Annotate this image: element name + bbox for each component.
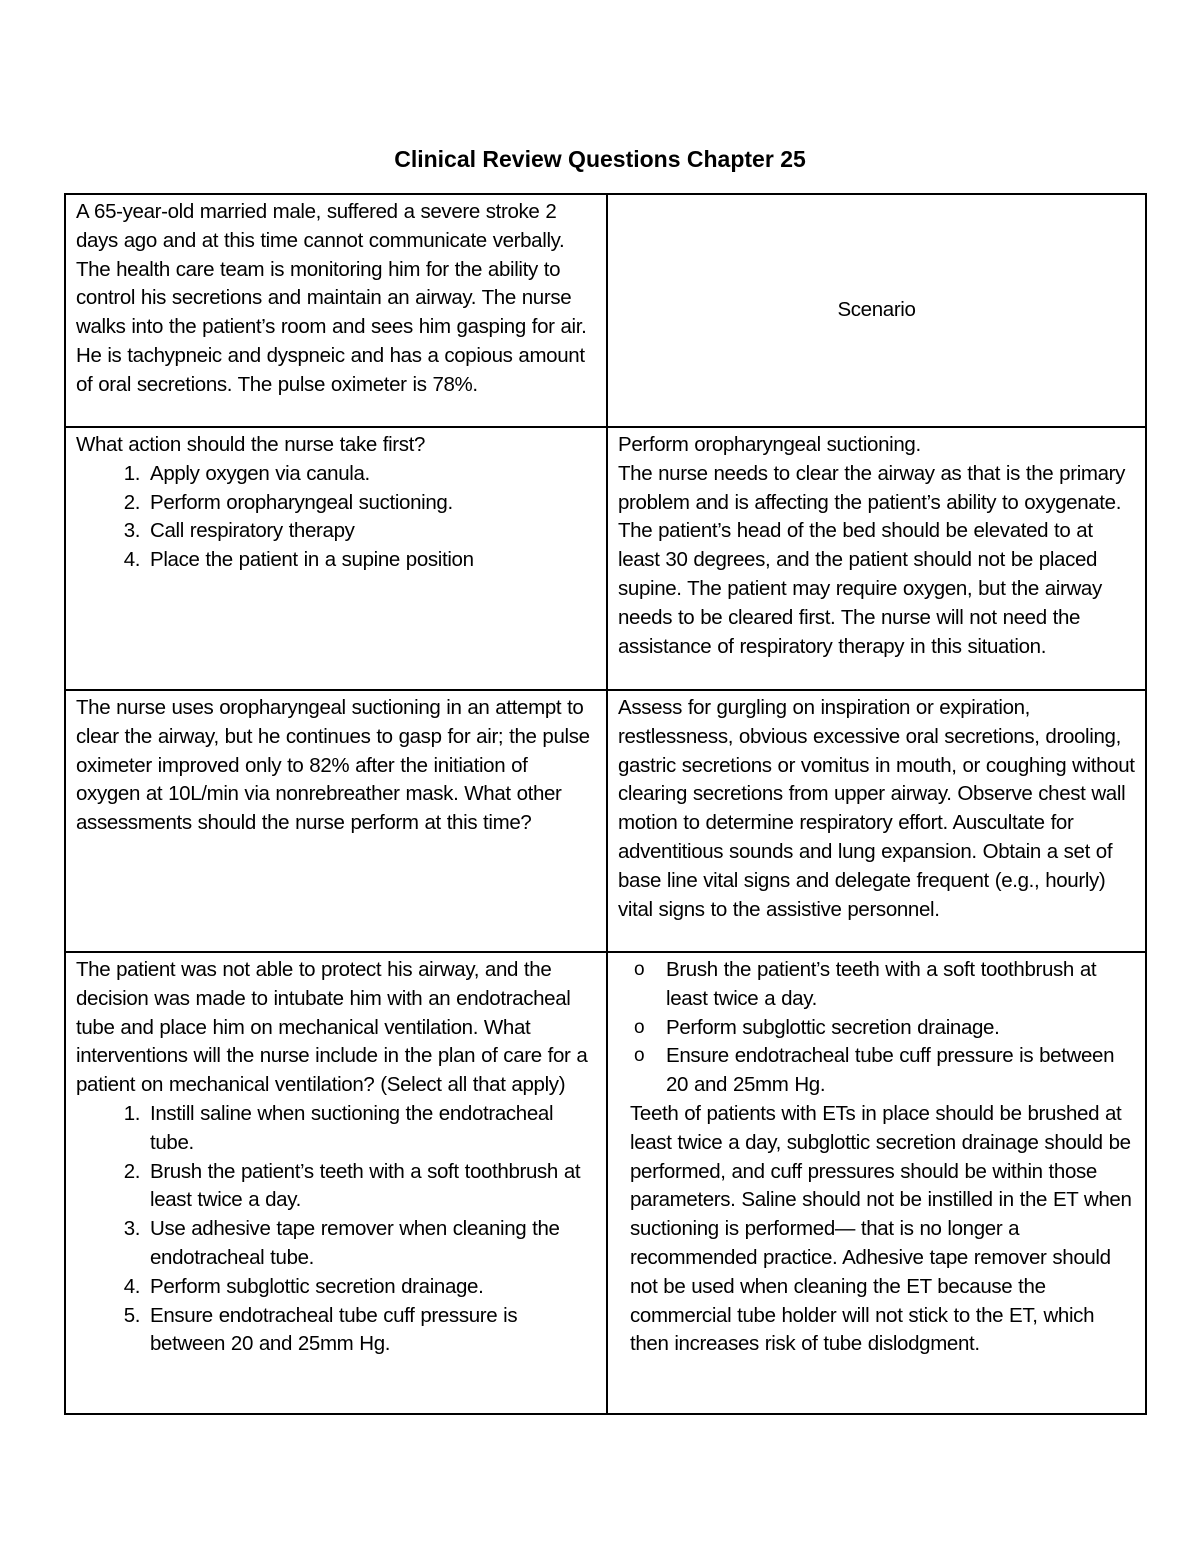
answer-option: 4. Place the patient in a supine position <box>146 546 596 575</box>
page-title: Clinical Review Questions Chapter 25 <box>394 146 806 172</box>
scenario-description-text: A 65-year-old married male, suffered a severe stroke 2 days ago and at this time cannot communicate verbally. The health care team is monitoring him for the ability to control his secretions and maintain an airway. The nurse walks into the patient’s room and sees him gasping for air. He is tachypneic and dyspneic and has a copious amount of oral secretions. The pulse oximeter is 78%. <box>76 200 587 396</box>
correct-answer-item <box>634 956 1135 1014</box>
answer-option: 3. Use adhesive tape remover when cleaning the endotracheal tube. <box>146 1215 596 1273</box>
answer-cell <box>607 952 1146 1414</box>
answer-cell <box>607 427 1146 690</box>
answer-option: 2. Perform oropharyngeal suctioning. <box>146 489 596 518</box>
answer-option: 5. Ensure endotracheal tube cuff pressure is between 20 and 25mm Hg. <box>146 1302 596 1360</box>
clinical-review-table <box>64 193 1147 1415</box>
correct-answer-item <box>634 1042 1135 1100</box>
scenario-label: Scenario <box>837 298 916 322</box>
answer-option: 1. Instill saline when suctioning the endotracheal tube. <box>146 1100 596 1158</box>
answer-option: 2. Brush the patient’s teeth with a soft toothbrush at least twice a day. <box>146 1158 596 1216</box>
answer-options-list <box>76 460 596 575</box>
circle-bullet-icon: o <box>634 959 645 980</box>
correct-answer-text: Ensure endotracheal tube cuff pressure is between 20 and 25mm Hg. <box>666 1044 1115 1097</box>
rationale-text: The nurse needs to clear the airway as that is the primary problem and is affecting the patient’s ability to oxygenate. The patient’s head of the bed should be elevated to at least 30 degrees, and the patient should not be placed supine. The patient may require oxygen, but the airway needs to be cleared first. The nurse will not need the assistance of respiratory therapy in this situation. <box>618 461 1126 658</box>
answer-cell <box>607 690 1146 952</box>
question-text: What action should the nurse take first? <box>76 433 426 456</box>
table-row <box>65 427 1146 690</box>
answer-option: 1. Apply oxygen via canula. <box>146 460 596 489</box>
table-row <box>65 690 1146 952</box>
table-row <box>65 952 1146 1414</box>
question-text: The patient was not able to protect his airway, and the decision was made to intubate him with an endotracheal tube and place him on mechanical ventilation. What interventions will the nurse include in the plan of care for a patient on mechanical ventilation? (Select all that apply) <box>76 958 588 1097</box>
answer-option: 3. Call respiratory therapy <box>146 517 596 546</box>
question-text: The nurse uses oropharyngeal suctioning in an attempt to clear the airway, but he continues to gasp for air; the pulse oximeter improved only to 82% after the initiation of oxygen at 10L/min via nonrebreather mask. What other assessments should the nurse perform at this time? <box>76 696 590 835</box>
question-cell <box>65 427 607 690</box>
rationale-text: Teeth of patients with ETs in place should be brushed at least twice a day, subglottic secretion drainage should be performed, and cuff pressures should be within those parameters. Saline should not be instilled in the ET when suctioning is performed— that is no longer a recommended practice. Adhesive tape remover should not be used when cleaning the ET because the commercial tube holder will not stick to the ET, which then increases risk of tube dislodgment. <box>630 1101 1132 1356</box>
question-cell <box>65 690 607 952</box>
answer-text: Assess for gurgling on inspiration or expiration, restlessness, obvious excessive oral secretions, drooling, gastric secretions or vomitus in mouth, or coughing without clearing secretions from upper airway. Observe chest wall motion to determine respiratory effort. Auscultate for adventitious sounds and lung expansion. Obtain a set of base line vital signs and delegate frequent (e.g., hourly) vital signs to the assistive personnel. <box>618 696 1135 921</box>
circle-bullet-icon: o <box>634 1045 645 1067</box>
table-row <box>65 194 1146 427</box>
correct-answer-text: Perform subglottic secretion drainage. <box>666 1015 1000 1039</box>
circle-bullet-icon: o <box>634 1016 645 1038</box>
answer-option: 4. Perform subglottic secretion drainage. <box>146 1273 596 1302</box>
answer-text: Perform oropharyngeal suctioning. <box>618 433 921 456</box>
scenario-description-cell <box>65 194 607 427</box>
scenario-label-cell <box>607 194 1146 427</box>
correct-answers-list <box>618 956 1135 1100</box>
answer-options-list <box>76 1100 596 1359</box>
correct-answer-text: Brush the patient’s teeth with a soft toothbrush at least twice a day. <box>666 958 1097 1010</box>
question-cell <box>65 952 607 1414</box>
correct-answer-item <box>634 1014 1135 1043</box>
